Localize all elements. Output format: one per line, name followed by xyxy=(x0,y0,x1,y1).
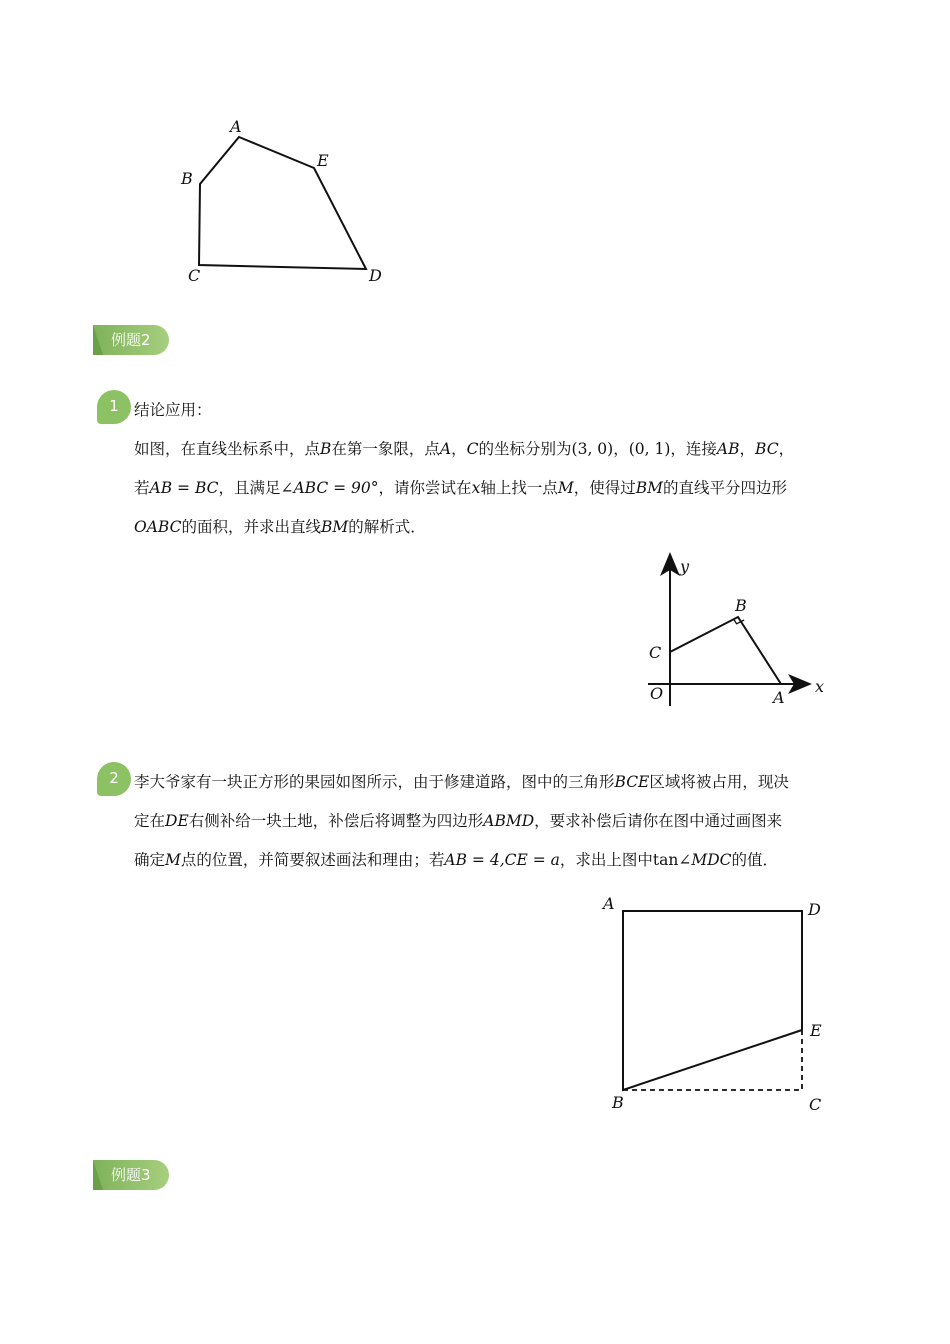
problem-1-line-1: 如图，在直线坐标系中，点B在第一象限，点A，C的坐标分别为(3, 0)，(0, 1)，连接AB，BC， xyxy=(134,440,795,458)
label-C: C xyxy=(649,643,662,662)
label-E: E xyxy=(317,151,329,170)
quadrilateral-ABED xyxy=(623,911,802,1090)
problem-1-title: 结论应用： xyxy=(134,401,212,419)
example-3-label: 例题3 xyxy=(111,1166,151,1184)
label-y: y xyxy=(680,557,690,576)
label-A: A xyxy=(773,688,785,707)
label-C: C xyxy=(188,266,201,285)
label-B: B xyxy=(612,1093,624,1112)
label-B: B xyxy=(181,169,193,188)
problem-2-line-1: 李大爷家有一块正方形的果园如图所示，由于修建道路，图中的三角形BCE区域将被占用，现决 xyxy=(134,773,789,791)
problem-2-line-2: 定在DE右侧补给一块土地，补偿后将调整为四边形ABMD，要求补偿后请你在图中通过画图来 xyxy=(134,812,783,830)
problem-2-line-3: 确定M点的位置，并简要叙述画法和理由；若AB = 4,CE = a，求出上图中tan∠MDC的值． xyxy=(134,851,779,869)
example-3-tag xyxy=(93,1160,169,1190)
label-C: C xyxy=(809,1095,822,1114)
label-A: A xyxy=(603,894,615,913)
label-O: O xyxy=(650,684,664,703)
label-D: D xyxy=(808,900,821,919)
label-A: A xyxy=(230,117,242,136)
label-B: B xyxy=(735,596,747,615)
label-x: x xyxy=(815,677,825,696)
problem-1-line-2: 若AB = BC，且满足∠ABC = 90°，请你尝试在x轴上找一点M，使得过BM的直线平分四边形 xyxy=(134,479,787,497)
label-D: D xyxy=(369,266,382,285)
problem-1-line-3: OABC的面积，并求出直线BM的解析式． xyxy=(134,518,426,536)
label-E: E xyxy=(810,1021,822,1040)
problem-2-badge: 2 xyxy=(97,762,131,796)
problem-1-badge: 1 xyxy=(97,390,131,424)
example-2-label: 例题2 xyxy=(111,331,151,349)
